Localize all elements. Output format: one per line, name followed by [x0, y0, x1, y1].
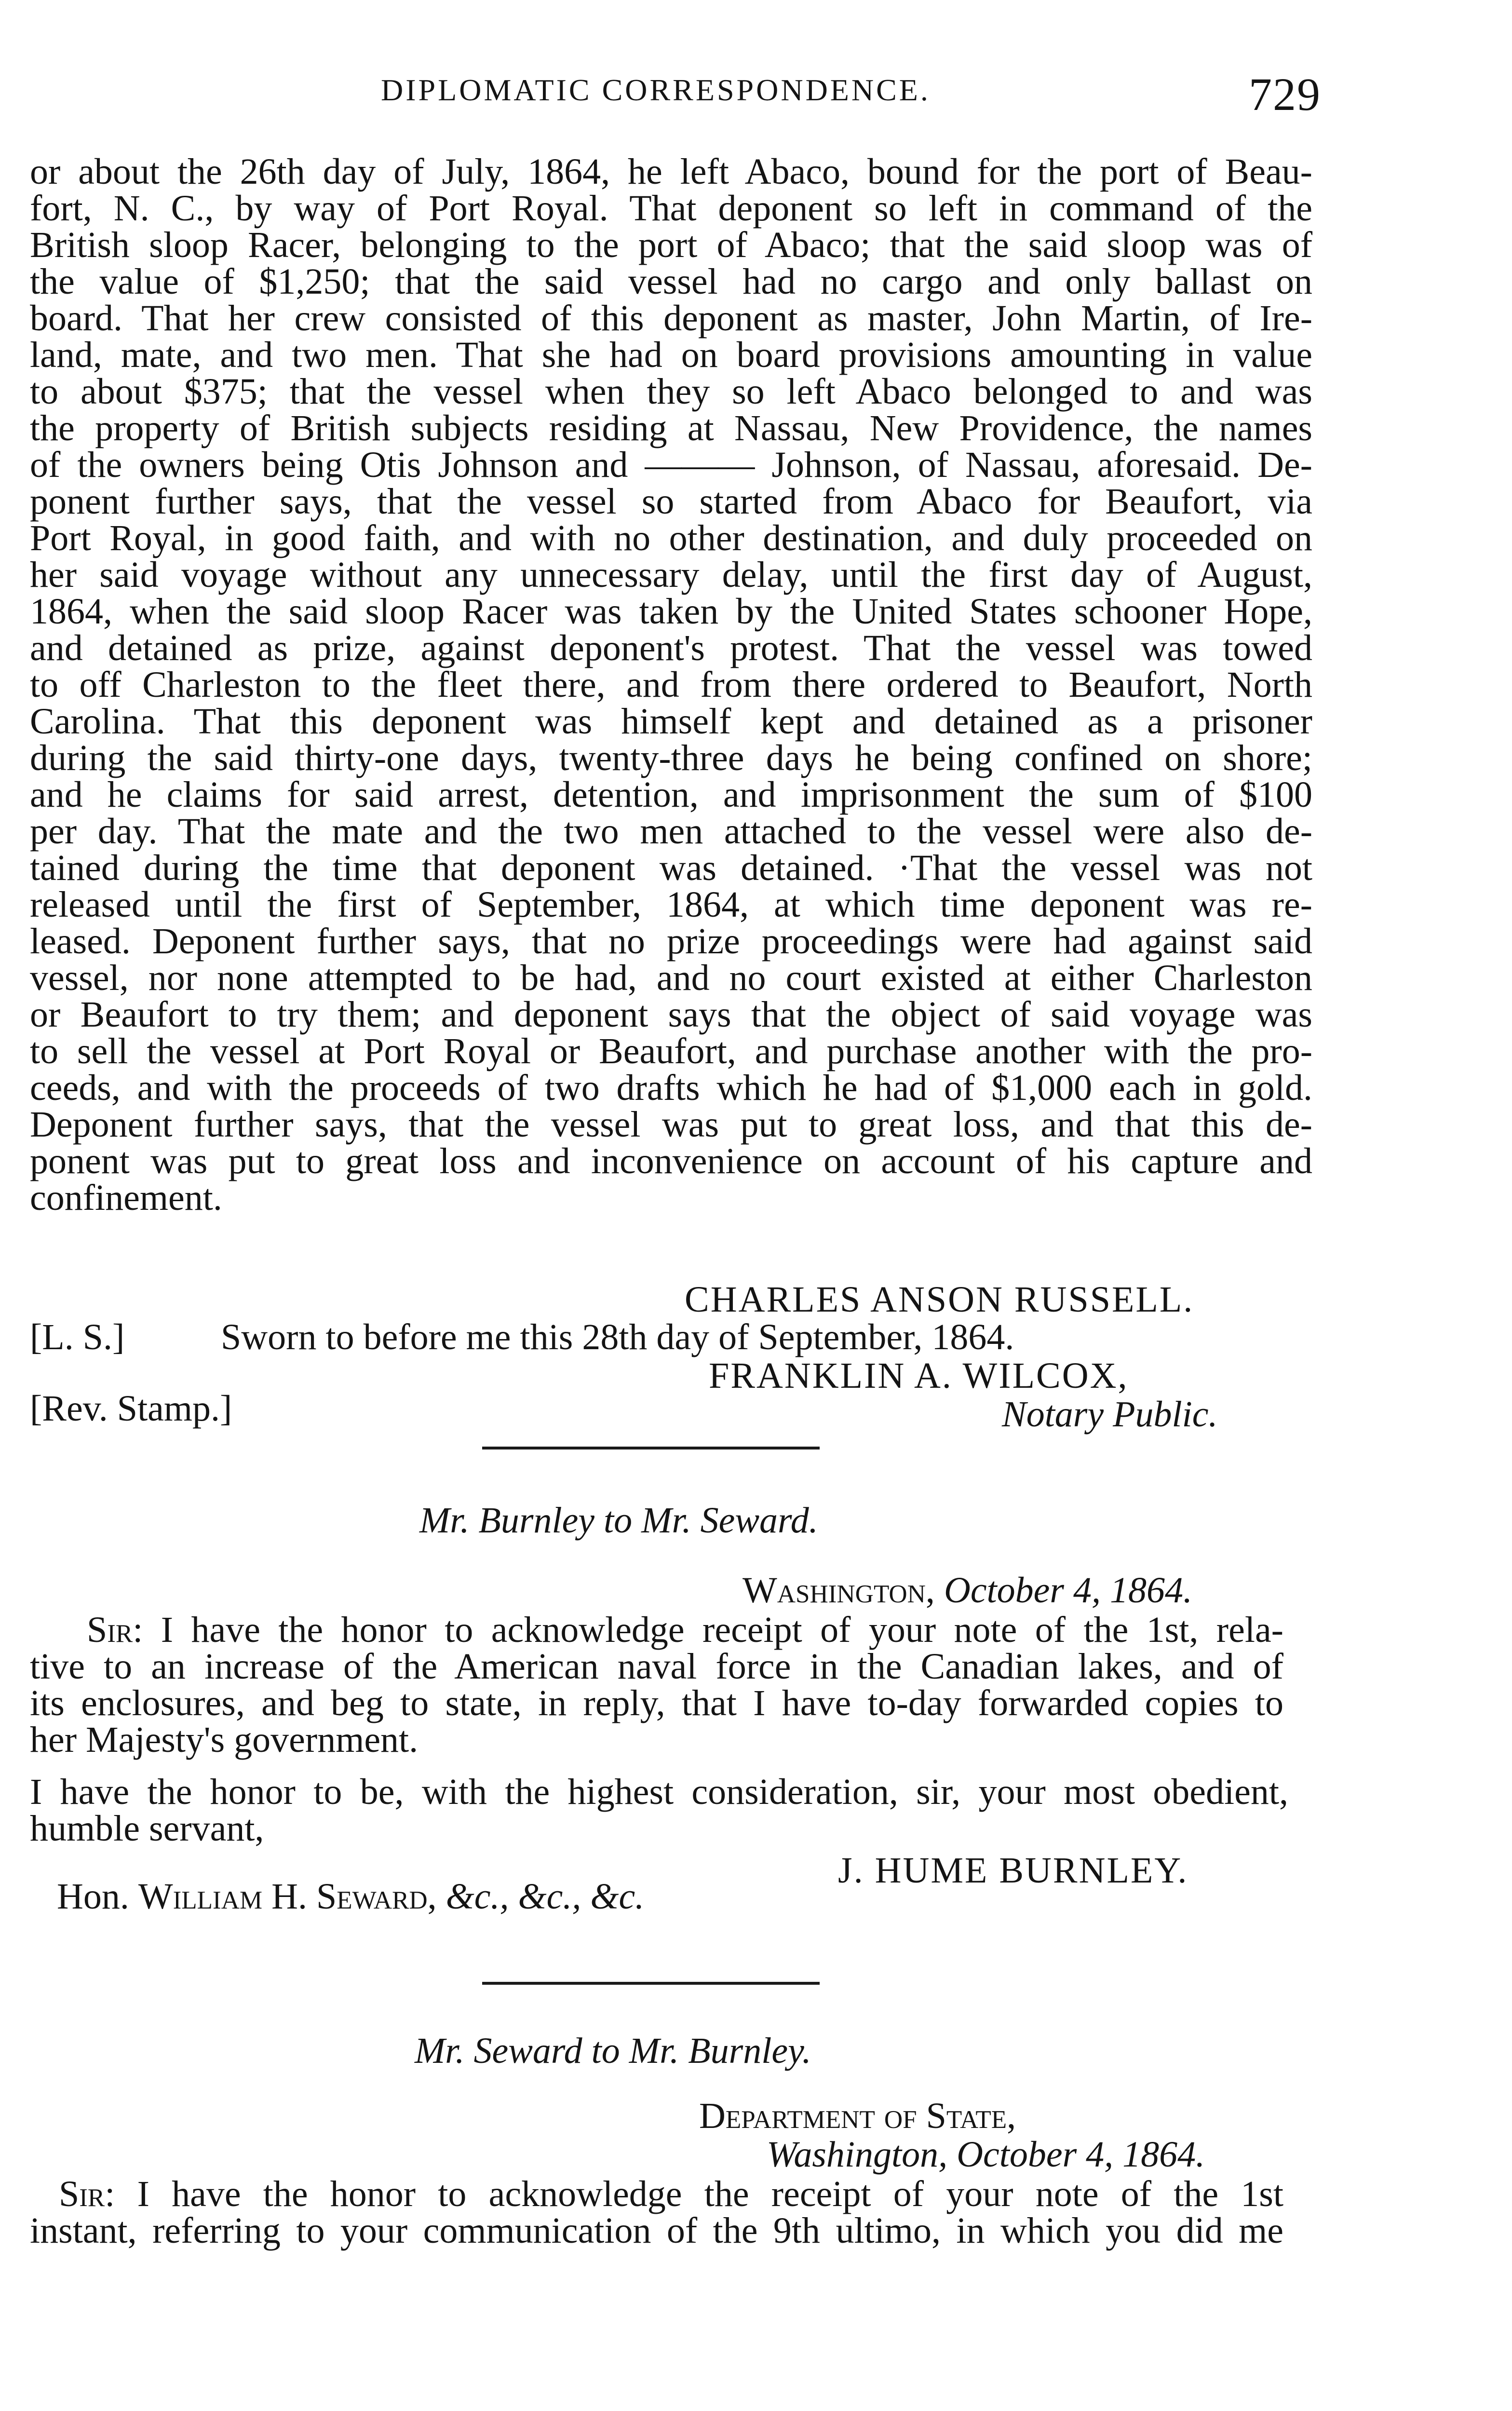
deposition-line: or Beaufort to try them; and deponent says that the object of said voyage was	[30, 994, 1312, 1035]
deposition-line: vessel, nor none attempted to be had, and no court existed at either Charleston	[30, 958, 1312, 998]
line-text: I have the honor to acknowledge receipt of your note of the 1st, rela-	[143, 1610, 1283, 1650]
sworn-statement: Sworn to before me this 28th day of September, 1864.	[221, 1317, 1014, 1357]
salutation: Sir:	[59, 2174, 115, 2214]
addressee-name: William H. Seward,	[138, 1876, 437, 1917]
deposition-line: per day. That the mate and the two men attached to the vessel were also de-	[30, 811, 1312, 852]
deposition-line: 1864, when the said sloop Racer was taken by the United States schooner Hope,	[30, 591, 1312, 632]
deposition-line: British sloop Racer, belonging to the port of Abaco; that the said sloop was of	[30, 225, 1312, 265]
deposition-line: her said voyage without any unnecessary delay, until the first day of August,	[30, 555, 1312, 595]
letter2-heading: Mr. Seward to Mr. Burnley.	[415, 2031, 811, 2071]
deposition-line: the property of British subjects residing at Nassau, New Providence, the names	[30, 408, 1312, 448]
deposition-line: Deponent further says, that the vessel was put to great loss, and that this de-	[30, 1104, 1312, 1145]
letter2-line: instant, referring to your communication of the 9th ultimo, in which you did me	[30, 2210, 1283, 2251]
deposition-line: Port Royal, in good faith, and with no other destination, and duly proceeded on	[30, 518, 1312, 558]
deposition-line: board. That her crew consisted of this deponent as master, John Martin, of Ire-	[30, 298, 1312, 339]
letter2-line	[30, 2176, 1283, 2212]
letter1-closing-line: humble servant,	[30, 1808, 264, 1849]
letter1-addressee	[57, 1876, 644, 1918]
seal-mark: [L. S.]	[30, 1317, 125, 1357]
letter1-signature: J. HUME BURNLEY.	[838, 1850, 1188, 1891]
section-divider	[482, 1447, 820, 1449]
addressee-suffix: &c., &c., &c.	[446, 1876, 645, 1917]
deposition-line: the value of $1,250; that the said vessel had no cargo and only ballast on	[30, 261, 1312, 302]
deposition-line: to off Charleston to the fleet there, and from there ordered to Beaufort, North	[30, 664, 1312, 705]
notary-title: Notary Public.	[1002, 1394, 1218, 1435]
letter2-body	[30, 2176, 1283, 2249]
deposition-line: and he claims for said arrest, detention, and imprisonment the sum of $100	[30, 774, 1312, 815]
deposition-line: tained during the time that deponent was detained. ·That the vessel was not	[30, 848, 1312, 888]
letter1-body	[30, 1612, 1283, 1758]
letter1-closing	[30, 1774, 1288, 1847]
revenue-stamp-mark: [Rev. Stamp.]	[30, 1388, 232, 1429]
deposition-line: ponent was put to great loss and inconvenience on account of his capture and	[30, 1141, 1312, 1181]
deposition-text	[30, 153, 1312, 1216]
letter1-dateline	[742, 1570, 1192, 1612]
letter1-closing-line: I have the honor to be, with the highest consideration, sir, your most obedient,	[30, 1772, 1288, 1812]
deposition-line: of the owners being Otis Johnson and ——— Johnson, of Nassau, aforesaid. De-	[30, 445, 1312, 485]
section-divider-2	[482, 1982, 820, 1985]
notary-name: FRANKLIN A. WILCOX,	[709, 1355, 1129, 1396]
running-header	[362, 68, 1321, 125]
deposition-line: Carolina. That this deponent was himself kept and detained as a prisoner	[30, 701, 1312, 742]
letter2-date: Washington, October 4, 1864.	[767, 2134, 1205, 2175]
deposition-line: or about the 26th day of July, 1864, he left Abaco, bound for the port of Beau-	[30, 151, 1312, 192]
letter2-department: Department of State,	[699, 2096, 1016, 2136]
page-number: 729	[1249, 68, 1321, 120]
letter1-place: Washington,	[742, 1570, 935, 1611]
deposition-line: confinement.	[30, 1178, 222, 1218]
deposition-line: fort, N. C., by way of Port Royal. That deponent so left in command of the	[30, 188, 1312, 229]
deposition-line: and detained as prize, against deponent's protest. That the vessel was towed	[30, 628, 1312, 668]
deposition-line: to about $375; that the vessel when they so left Abaco belonged to and was	[30, 371, 1312, 412]
letter1-line: its enclosures, and beg to state, in reply, that I have to-day forwarded copies to	[30, 1683, 1283, 1723]
letter1-date: October 4, 1864.	[944, 1570, 1192, 1611]
line-text: I have the honor to acknowledge the receipt of your note of the 1st	[115, 2174, 1283, 2214]
deposition-line: leased. Deponent further says, that no prize proceedings were had against said	[30, 921, 1312, 962]
deposition-line: ceeds, and with the proceeds of two drafts which he had of $1,000 each in gold.	[30, 1068, 1312, 1108]
deposition-line: land, mate, and two men. That she had on board provisions amounting in value	[30, 335, 1312, 375]
letter1-line: tive to an increase of the American naval force in the Canadian lakes, and of	[30, 1646, 1283, 1687]
letter1-heading: Mr. Burnley to Mr. Seward.	[419, 1500, 818, 1541]
letter1-line	[30, 1612, 1283, 1648]
salutation: Sir:	[87, 1610, 143, 1650]
letter1-line: her Majesty's government.	[30, 1720, 418, 1760]
deposition-line: to sell the vessel at Port Royal or Beaufort, and purchase another with the pro-	[30, 1031, 1312, 1071]
deposition-line: ponent further says, that the vessel so started from Abaco for Beaufort, via	[30, 481, 1312, 522]
deposition-line: released until the first of September, 1864, at which time deponent was re-	[30, 884, 1312, 925]
header-title: DIPLOMATIC CORRESPONDENCE.	[381, 73, 931, 107]
deposition-signature: CHARLES ANSON RUSSELL.	[685, 1279, 1194, 1320]
addressee-prefix: Hon.	[57, 1876, 129, 1917]
deposition-line: during the said thirty-one days, twenty-three days he being confined on shore;	[30, 738, 1312, 778]
